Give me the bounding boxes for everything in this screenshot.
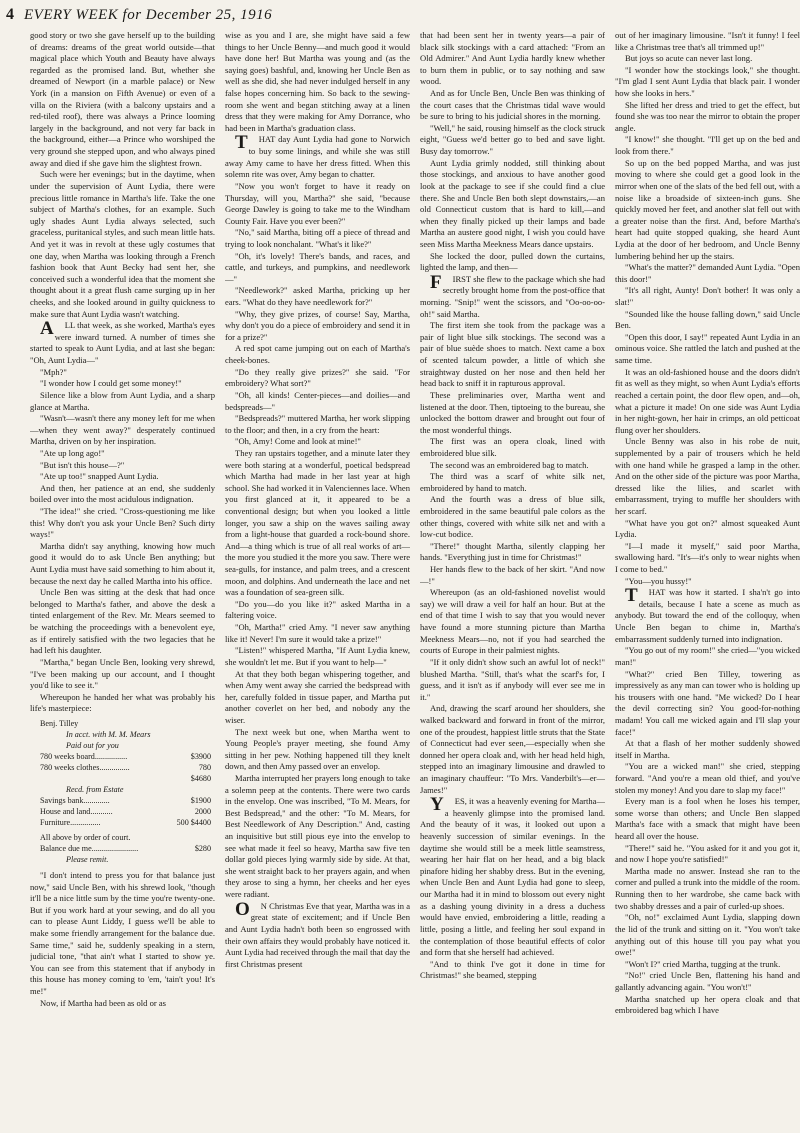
ledger-amount: 500 $4400 <box>176 817 211 827</box>
paragraph: "What's the matter?" demanded Aunt Lydia. "Open this door!" <box>615 262 800 284</box>
paragraph: Whereupon (as an old-fashioned novelist would say) we will draw a veil for half an hour. But at the end of that time I wish to say that you would never have found a more stunning picture than Martha Meekness Mears—no, not if you had searched the courts of Europe in their palmiest nights. <box>420 587 605 656</box>
ledger-row <box>40 806 215 817</box>
paragraph: The first item she took from the package was a pair of light blue silk stockings. The second was a pair of blue suède shoes to match. Next came a box of scented talcum powder, a little of which she straightway dusted on her nose and then held her head back to sniff it in rapturous approval. <box>420 320 605 389</box>
paragraph: "No!" cried Uncle Ben, flattening his hand and gallantly advancing again. "You won't!" <box>615 970 800 992</box>
ledger-note: All above by order of court. <box>40 832 131 842</box>
paragraph: Such were her evenings; but in the daytime, when under the supervision of Aunt Lydia, there were precious little romance in Martha's life. Take the one subject of Martha's clothes, for an example. Such ugly shades Aunt Lydia always selected, such graceless, puritanical styles, and such mean little hats. And yet it was in revolt at these ugly costumes that one day, when Martha was looking through a French fashion book that Aunt Becky had sent her, she conceived such a wonderful idea that the moment she thought about it a great flush came surging up in her cheeks, and she looked around in guilty quickness to make sure that Aunt Lydia wasn't watching. <box>30 169 215 319</box>
ledger-row <box>40 843 215 854</box>
paragraph: And then, her patience at an end, she suddenly boiled over into the most acidulous indignation. <box>30 482 215 505</box>
ledger-account: In acct. with M. M. Mears <box>66 729 151 739</box>
ledger-label: House and land........... <box>40 806 113 816</box>
paragraph: "Oh, Amy! Come and look at mine!" <box>235 436 361 447</box>
paragraph: Every man is a fool when he loses his temper, some worse than others; and Uncle Ben slapped Martha's face with a smack that might have been heard all over the house. <box>615 796 800 842</box>
paragraph: And, drawing the scarf around her shoulders, she walked backward and forward in front of the mirror, one of the proudest, happiest little struts that the State of Connecticut had ever seen,—especially when she donned her opera cloak and, with her head held high, stepped into an imaginary limousine and drawled to an imaginary chauffeur: "To Mrs. Vanderbilt's—er—James!" <box>420 703 605 795</box>
ledger-amount: 780 <box>198 762 211 772</box>
ledger-amount: $3900 <box>190 751 211 761</box>
paragraph: The second was an embroidered bag to match. <box>430 459 589 470</box>
paragraph: "Oh, it's lovely! There's bands, and races, and cattle, and turkeys, and pumpkins, and needlework—" <box>225 250 410 284</box>
paragraph: These preliminaries over, Martha went and listened at the door. Then, tiptoeing to the bureau, she unlocked the bottom drawer and brought out four of the most wonderful things. <box>420 389 605 435</box>
paragraph: ON Christmas Eve that year, Martha was in a great state of excitement; and if Uncle Ben and Aunt Lydia hadn't both been so engrossed with their own affairs they would probably have noticed it. Aunt Lydia had received through the mail that day the first Christmas present <box>225 898 410 969</box>
paragraph: "You are a wicked man!" she cried, stepping forward. "And you're a mean old thief, and you've stolen my money! And you dare to slap my face!" <box>615 761 800 795</box>
paragraph: They ran upstairs together, and a minute later they were both staring at a wonderful, poetical bedspread which Martha had made in her last year at high school. She had worked it in Valenciennes lace. When you first glanced at it, it appeared to be a conventional design; but when you looked a little longer, you saw a ship on the waves sailing away from a light-house that guarded a rock-bound shore. And—a thing which is true of all real works of art—the more you studied it the more you saw. There were sea-gulls, for instance, and palm trees, and a crescent moon, and dolphins. And underneath the lace and net was a foundation of sea-green silk. <box>225 447 410 598</box>
paragraph: A red spot came jumping out on each of Martha's cheek-bones. <box>225 343 410 366</box>
paragraph: So up on the bed popped Martha, and was just moving to where she could get a good look in the mirror when one of the slats of the bed fell out, with a noise like a broadside of sixteen-inch guns. She quickly moved her feet, and another slat fell out with a greater noise than the first. And, before Martha's heart had quite stopped quaking, she heard Aunt Lydia at the door of her bedroom, and Uncle Benny lumbering behind her up the stairs. <box>615 157 800 261</box>
paragraph: "Won't I?" cried Martha, tugging at the trunk. <box>625 958 781 969</box>
paragraph: YES, it was a heavenly evening for Martha—a heavenly glimpse into the promised land. And the beauty of it was, it looked out upon a heavenly succession of similar evenings. In the daytime she would still be a meek little seamstress, wearing her hair flat on her head, and a big black pinafore hiding her shabby dress. But in the evening, when Uncle Ben and Aunt Lydia had gone to sleep, our Martha had it in mind to blossom out every night as a dashing young divinity in a dress a duchess would have envied, embroidering a little, reading a little, posing a little, and feeling her soul expand in the contemplation of those beautiful effects of color and form that she herself had achieved. <box>420 794 605 958</box>
running-head: EVERY WEEK for December 25, 1916 <box>24 7 273 23</box>
paragraph: "No," said Martha, biting off a piece of thread and trying to look nonchalant. "What's it like?" <box>225 227 410 249</box>
paragraph: At that a flash of her mother suddenly showed itself in Martha. <box>615 738 800 760</box>
paragraph: Her hands flew to the back of her skirt. "And now—!" <box>420 564 605 586</box>
paragraph: "Do they really give prizes?" she said. "For embroidery? What sort?" <box>225 366 410 389</box>
paragraph: Aunt Lydia grimly nodded, still thinking about those stockings, and anxious to have another good look at the package to see if she could find a clue there. She and Uncle Ben both slept downstairs,—an old Connecticut custom that is hard to kill,—and when they finally picked up their lamps and bade Martha an austere good night, I wish you could have seen Miss Martha Meekness Mears dance upstairs. <box>420 157 605 249</box>
paragraph: "Oh, Martha!" cried Amy. "I never saw anything like it! Never! I'm sure it would take a prize!" <box>225 622 410 644</box>
paragraph: "Sounded like the house falling down," said Uncle Ben. <box>615 308 800 331</box>
paragraph: "If it only didn't show such an awful lot of neck!" blushed Martha. "Still, that's what the scarf's for, I guess, and it isn't as if anybody will ever see me in it." <box>420 656 605 702</box>
paragraph: Uncle Ben was sitting at the desk that had once belonged to Martha's father, and above the desk a tinted enlargement of the Rev. Mr. Mears seemed to be watching the proceedings with a benevolent eye, as if entirely satisfied with the two legacies that he had left his daughter. <box>30 587 215 656</box>
paragraph: "Ate up too!" snapped Aunt Lydia. <box>40 471 159 482</box>
paragraph: She locked the door, pulled down the curtains, lighted the lamp, and then— <box>420 250 605 273</box>
paragraph: "What?" cried Ben Tilley, towering as impressively as any man can tower who is holding up his trousers with one hand. "Me wicked? Do I hear the devil correcting sin? You good-for-nothing madam! You call me wicked again and I'll slap your face!" <box>615 668 800 737</box>
paragraph: THAT day Aunt Lydia had gone to Norwich to buy some linings, and while she was still away Amy came to have her dress fitted. When this solemn rite was over, Amy began to chatter. <box>225 132 410 180</box>
paragraph: "And to think I've got it done in time for Christmas!" she beamed, stepping <box>420 958 605 981</box>
ledger-label: 780 weeks board................ <box>40 751 128 761</box>
paragraph: "I wonder how I could get some money!" <box>40 378 182 389</box>
paragraph: "Oh, all kinds! Center-pieces—and doilies—and bedspreads—" <box>225 389 410 412</box>
paragraph: "Listen!" whispered Martha, "If Aunt Lydia knew, she wouldn't let me. But if you want to help—" <box>225 645 410 667</box>
paragraph: "Well," he said, rousing himself as the clock struck eight, "Guess we'd better go to bed and save light. Busy day tomorrow." <box>420 122 605 157</box>
page-number: 4 <box>6 6 14 23</box>
paragraph: "Martha," began Uncle Ben, looking very shrewd, "I've been making up our account, and I thought you'd like to see it." <box>30 656 215 691</box>
ledger-amount: 2000 <box>194 806 211 816</box>
ledger-row <box>40 817 215 828</box>
ledger-row <box>40 762 215 773</box>
column-2 <box>225 30 410 1130</box>
paragraph: Martha snatched up her opera cloak and that embroidered bag which I have <box>615 993 800 1016</box>
text-columns <box>30 30 800 1130</box>
paragraph: Whereupon he handed her what was probably his life's masterpiece: <box>30 691 215 714</box>
paragraph: "Needlework?" asked Martha, pricking up her ears. "What do they have needlework for?" <box>225 285 410 308</box>
paragraph: "There!" thought Martha, silently clapping her hands. "Everything just in time for Christmas!" <box>420 540 605 563</box>
paragraph: "Do you—do you like it?" asked Martha in a faltering voice. <box>225 598 410 621</box>
paragraph: "I wonder how the stockings look," she thought. "I'm glad I sent Aunt Lydia that black pair. I wonder how she looks in hers." <box>615 64 800 99</box>
paragraph: "Why, they give prizes, of course! Say, Martha, why don't you do a piece of embroidery and send it in for a prize?" <box>225 308 410 342</box>
paragraph: "Open this door, I say!" repeated Aunt Lydia in an ominous voice. She rattled the latch and pushed at the same time. <box>615 331 800 366</box>
column-1 <box>30 30 215 1130</box>
ledger-label: Savings bank............. <box>40 795 110 805</box>
ledger-name: Benj. Tilley <box>40 718 79 728</box>
paragraph: The first was an opera cloak, lined with embroidered blue silk. <box>420 436 605 458</box>
column-4 <box>615 30 800 1130</box>
paragraph: "But isn't this house—?" <box>40 459 125 470</box>
page-header <box>6 6 606 28</box>
paragraph: The third was a scarf of white silk net, embroidered by hand to match. <box>420 471 605 493</box>
paragraph: "The idea!" she cried. "Cross-questioning me like this! Why don't you ask your Uncle Ben? Such dirty ways!" <box>30 505 215 540</box>
paragraph: THAT was how it started. I sha'n't go into details, because I hate a scene as much as anybody. But toward the end of the colloquy, when Uncle Ben began to chime in, Martha's embarrassment suddenly turned into indignation. <box>615 585 800 644</box>
paragraph: "Wasn't—wasn't there any money left for me when—when they went away?" desperately continued Martha, driven on by her inspiration. <box>30 413 215 447</box>
paragraph: wise as you and I are, she might have said a few things to her Uncle Benny—and much good it would have done her! But Martha was young and (as the saying goes) bashful, and, knowing her Uncle Ben as well as she did, she had never indulged herself in any false hopes concerning him. So back to the sewing-room she went and began stitching away at a linen dress that they were making for Amy Dorrance, who had been in Martha's graduation class. <box>225 30 410 133</box>
ledger-amount: $1900 <box>190 795 211 805</box>
paragraph: "Ate up long ago!" <box>40 447 105 458</box>
paragraph: out of her imaginary limousine. "Isn't it funny! I feel like a Christmas tree that's all trimmed up!" <box>615 30 800 52</box>
paragraph: Martha made no answer. Instead she ran to the corner and pulled a trunk into the middle of the room. Running then to her wardrobe, she came back with two shabby dresses and a pair of curled-up shoes. <box>615 865 800 911</box>
paragraph: ALL that week, as she worked, Martha's eyes were inward turned. A number of times she started to speak to Aunt Lydia, and at last she began: "Oh, Aunt Lydia—" <box>30 318 215 366</box>
paragraph: She lifted her dress and tried to get the effect, but found she was too near the mirror to obtain the proper angle. <box>615 99 800 133</box>
paragraph: "There!" said he. "You asked for it and you got it, and now I hope you're satisfied!" <box>615 842 800 865</box>
ledger-label: Balance due me....................... <box>40 843 139 853</box>
paragraph: Uncle Benny was also in his robe de nuit, supplemented by a pair of trousers which he held with one hand while he grasped a lamp in the other. And on the other side of the picture was poor Martha, dressed like the lilies, and scarlet with embarrassment, trying to muffle her shoulders with her scarf. <box>615 436 800 516</box>
paragraph: "I don't intend to press you for that balance just now," said Uncle Ben, with his shrewd look, "though it'll be a nice little sum by the time you're twenty-one. But if you work hard at your sewing, and do all you can to please Aunt Liddy, I guess we'll be able to make some friendly arrangement for the balance due. Same time," said he, suddenly speaking in a stern, judicial tone, "that ain't what I started to show ye. You can see from this statement that if anybody in this house has money coming to 'em, 'tain't you! It's me!" <box>30 869 215 997</box>
paragraph: Silence like a blow from Aunt Lydia, and a sharp glance at Martha. <box>30 389 215 412</box>
paragraph: "Bedspreads?" muttered Martha, her work slipping to the floor; and then, in a cry from the heart: <box>225 413 410 435</box>
paragraph: The next week but one, when Martha went to Young People's prayer meeting, she found Amy sitting in her pew. Nothing happened till they knelt down, and then Amy passed over an envelop. <box>225 726 410 772</box>
paragraph: And the fourth was a dress of blue silk, embroidered in the same beautiful pale colors as the other things, covered with white silk net and with a low-cut bodice. <box>420 494 605 540</box>
paragraph: "You—you hussy!" <box>625 575 692 586</box>
ledger-remit: Please remit. <box>66 854 109 864</box>
paragraph: "I know!" she thought. "I'll get up on the bed and look from there." <box>615 134 800 157</box>
paragraph: FIRST she flew to the package which she had secretly brought home from the post-office that morning. "Snip!" went the scissors, and "Oo-oo-oo-oh!" said Martha. <box>420 271 605 319</box>
paragraph: "What have you got on?" almost squeaked Aunt Lydia. <box>615 517 800 540</box>
ledger-label: 780 weeks clothes............... <box>40 762 130 772</box>
paragraph: Now, if Martha had been as old or as <box>40 997 166 1008</box>
ledger-paid-head: Paid out for you <box>66 740 119 750</box>
paragraph: Martha didn't say anything, knowing how much good it would do to ask Uncle Ben anything; but Aunt Lydia must have said something to him about it, because the next day he called Martha into his office. <box>30 540 215 586</box>
paragraph: And as for Uncle Ben, Uncle Ben was thinking of the court cases that the Christmas tidal wave would be sure to bring to his judicial shores in the morning. <box>420 88 605 122</box>
paragraph: "It's all right, Aunty! Don't bother! It was only a slat!" <box>615 285 800 308</box>
paragraph: "Mph?" <box>40 366 67 377</box>
ledger-recd-head: Recd. from Estate <box>66 784 124 794</box>
ledger-label: Furniture............... <box>40 817 101 827</box>
ledger-row <box>40 751 215 762</box>
paragraph: Martha interrupted her prayers long enough to take a solemn peep at the contents. There were two cards in the envelop. One was inscribed, "To M. Mears, for Best Bedspread," and the other: "To M. Mears, for Best Needlework of Any Description." And, casting an inquisitive but still pious eye into the envelop to see what made it feel so heavy, Martha saw five ten dollar gold pieces lying warmly side by side. At that, she went straight back to her prayers again, and when they arose to sing a hymn, her cheeks and her eyes were radiant. <box>225 773 410 900</box>
paragraph: that had been sent her in twenty years—a pair of black silk stockings with a card attached: "From an Old Admirer." And Aunt Lydia hardly knew whether to burn them in public, or to say nothing and saw wood. <box>420 30 605 87</box>
paragraph: good story or two she gave herself up to the building of dreams: dreams of the great world outside—that magical place which Youth and Beauty have always regarded as the promised land. But, whether she dreamed of Newport (in a marble palace) or New York (in a mansion on Fifth Avenue) or even of a villa on the Riviera (with a balcony upstairs and a red-tiled roof), there was always a Prince looming largely in the background, and not very far back in the background, either—a Prince who worshiped the very ground she stepped upon, and who always pined away and died if she gave him the slightest frown. <box>30 30 215 168</box>
paragraph: At that they both began whispering together, and when Amy went away she carried the bedspread with her, carefully folded in tissue paper, and Martha put another coverlet on her bed, and nobody any the wiser. <box>225 668 410 725</box>
paragraph: But joys so acute can never last long. <box>625 53 753 64</box>
ledger-paid-total: $4680 <box>190 773 211 783</box>
paragraph: "Now you won't forget to have it ready on Thursday, will you, Martha?" she said, "because George Dawley is going to take me to the Windham County Fair. Have you ever been?" <box>225 180 410 226</box>
paragraph: "Oh, no!" exclaimed Aunt Lydia, slapping down the lid of the trunk and sitting on it. "You won't take anything out of this house till you pay what you owe!" <box>615 912 800 958</box>
paragraph: It was an old-fashioned house and the doors didn't fit as well as they might, so when Aunt Lydia's efforts reached a certain point, the door flew open, and—oh, what a picture it made! On one side was Aunt Lydia in her night-gown, her hair in crimps, an old petticoat flung over her shoulders. <box>615 366 800 435</box>
ledger-row <box>40 795 215 806</box>
column-3 <box>420 30 605 1130</box>
paragraph: "You go out of my room!" she cried—"you wicked man!" <box>615 645 800 667</box>
ledger-amount: $280 <box>194 843 211 853</box>
account-ledger <box>40 718 215 865</box>
paragraph: "I—I made it myself," said poor Martha, swallowing hard. "It's—it's only to wear nights when I come to bed." <box>615 540 800 575</box>
